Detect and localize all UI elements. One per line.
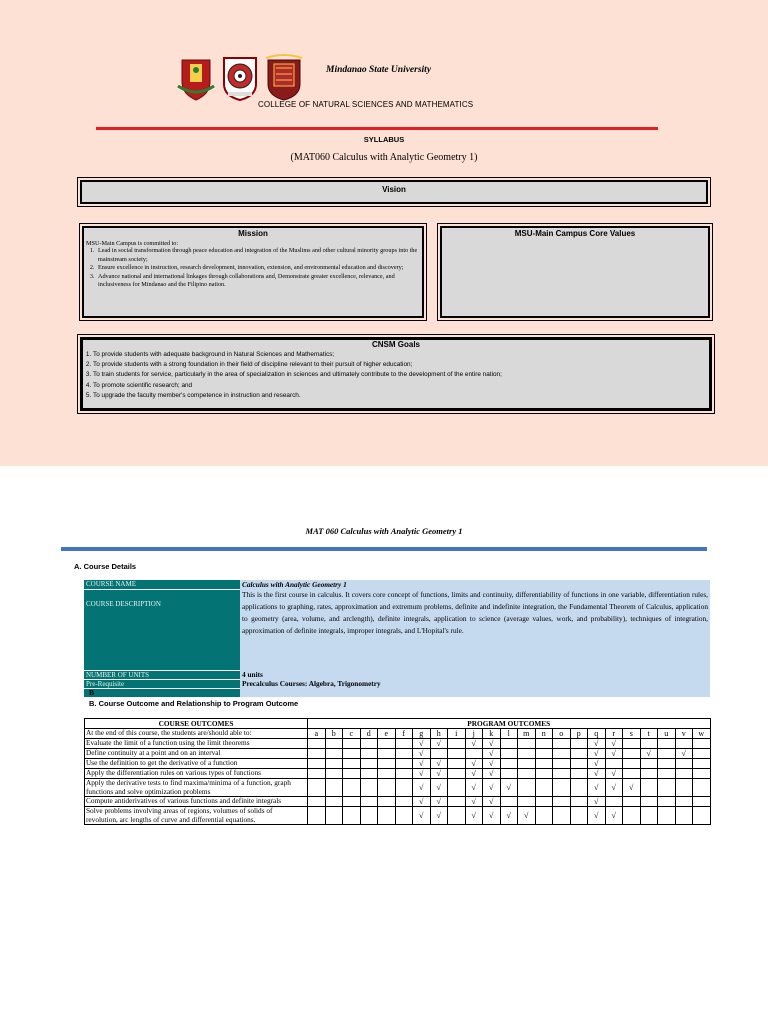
check-mark: √ — [483, 807, 501, 825]
empty-cell — [535, 769, 553, 779]
empty-cell — [395, 797, 413, 807]
empty-cell — [553, 749, 571, 759]
core-values-box — [440, 226, 710, 318]
mission-title: Mission — [238, 229, 268, 238]
empty-cell — [623, 769, 641, 779]
program-outcome-letter: c — [343, 729, 361, 739]
check-mark: √ — [413, 769, 431, 779]
empty-cell — [360, 749, 378, 759]
empty-cell — [343, 769, 361, 779]
empty-cell — [518, 797, 536, 807]
empty-cell — [535, 779, 553, 797]
check-mark: √ — [500, 779, 518, 797]
check-mark: √ — [430, 769, 448, 779]
empty-cell — [658, 749, 676, 759]
outcome-text: Define continuity at a point and on an interval — [85, 749, 308, 759]
empty-cell — [570, 769, 588, 779]
table-row — [84, 679, 710, 688]
mission-item: 2. Ensure excellence in instruction, research development, innovation, extension, and environmental education and discovery; — [96, 264, 422, 273]
goal-item: 2. To provide students with a strong foundation in their field of discipline relevant to their pursuit of higher education; — [93, 360, 709, 370]
check-mark: √ — [465, 739, 483, 749]
table-row — [84, 589, 710, 670]
empty-cell — [465, 749, 483, 759]
program-outcome-letter: l — [500, 729, 518, 739]
program-outcome-letter: n — [535, 729, 553, 739]
check-mark: √ — [413, 807, 431, 825]
course-outcomes-header: COURSE OUTCOMES — [85, 719, 308, 729]
empty-cell — [343, 797, 361, 807]
empty-cell — [518, 769, 536, 779]
syllabus-label: SYLLABUS — [363, 135, 405, 144]
empty-cell — [448, 759, 466, 769]
check-mark: √ — [413, 749, 431, 759]
empty-cell — [570, 759, 588, 769]
empty-cell — [378, 779, 396, 797]
check-mark: √ — [623, 779, 641, 797]
empty-cell — [378, 807, 396, 825]
empty-cell — [693, 779, 711, 797]
detail-value: 4 units — [240, 670, 710, 679]
empty-cell — [500, 739, 518, 749]
empty-cell — [448, 769, 466, 779]
empty-cell — [500, 749, 518, 759]
table-row — [84, 688, 710, 697]
check-mark: √ — [483, 739, 501, 749]
check-mark: √ — [605, 779, 623, 797]
empty-cell — [605, 759, 623, 769]
program-outcome-letter: j — [465, 729, 483, 739]
empty-cell — [395, 749, 413, 759]
empty-cell — [360, 759, 378, 769]
page2-title: MAT 060 Calculus with Analytic Geometry 1 — [305, 526, 463, 536]
empty-cell — [535, 739, 553, 749]
outcome-text: Evaluate the limit of a function using the limit theorems — [85, 739, 308, 749]
empty-cell — [640, 797, 658, 807]
check-mark: √ — [483, 779, 501, 797]
outcomes-header-row — [85, 719, 711, 729]
check-mark: √ — [500, 807, 518, 825]
vision-title: Vision — [382, 185, 406, 194]
check-mark: √ — [605, 739, 623, 749]
outcome-text: Compute antiderivatives of various functions and definite integrals — [85, 797, 308, 807]
empty-cell — [325, 739, 343, 749]
empty-cell — [605, 797, 623, 807]
empty-cell — [500, 769, 518, 779]
outcome-text: Use the definition to get the derivative of a function — [85, 759, 308, 769]
empty-cell — [448, 749, 466, 759]
empty-cell — [535, 807, 553, 825]
empty-cell — [623, 759, 641, 769]
empty-cell — [430, 749, 448, 759]
outcome-row — [85, 729, 711, 739]
section-a-heading: A. Course Details — [74, 562, 137, 571]
empty-cell — [343, 759, 361, 769]
empty-cell — [553, 739, 571, 749]
check-mark: √ — [605, 769, 623, 779]
program-outcome-letter: u — [658, 729, 676, 739]
program-outcome-letter: g — [413, 729, 431, 739]
detail-value: This is the first course in calculus. It covers core concept of functions, limits and continuity, differentiability of functions in one variable, differentiation rules, applications to graphing, rates, approximation and extremum problems, definite and indefinite integration, the Fundamental Theorem of Calculus, application to geometry (area, volume, and arclength), definite integrals, application to science (average values, work, and probability), techniques of integration, approximation of definite integrals, improper integrals, and L'Hopital's rule. — [240, 589, 710, 670]
detail-key-empty — [84, 688, 240, 697]
course-details-table — [84, 580, 710, 698]
check-mark: √ — [675, 749, 693, 759]
check-mark: √ — [465, 779, 483, 797]
mission-box — [82, 226, 424, 318]
empty-cell — [675, 769, 693, 779]
empty-cell — [518, 739, 536, 749]
empty-cell — [448, 739, 466, 749]
empty-cell — [535, 797, 553, 807]
empty-cell — [378, 759, 396, 769]
program-outcome-letter: i — [448, 729, 466, 739]
empty-cell — [448, 797, 466, 807]
cnsm-goals-box — [80, 337, 712, 411]
empty-cell — [553, 807, 571, 825]
check-mark: √ — [483, 769, 501, 779]
empty-cell — [308, 797, 326, 807]
empty-cell — [518, 749, 536, 759]
check-mark: √ — [465, 769, 483, 779]
program-outcomes-header: PROGRAM OUTCOMES — [308, 719, 711, 729]
check-mark: √ — [430, 797, 448, 807]
outcome-text: At the end of this course, the students are/should able to: — [85, 729, 308, 739]
outcome-row — [85, 797, 711, 807]
program-outcome-letter: h — [430, 729, 448, 739]
empty-cell — [570, 807, 588, 825]
program-outcome-letter: d — [360, 729, 378, 739]
empty-cell — [675, 807, 693, 825]
outcome-row — [85, 759, 711, 769]
goal-item: 1. To provide students with adequate background in Natural Sciences and Mathematics; — [93, 350, 709, 360]
check-mark: √ — [518, 807, 536, 825]
table-row — [84, 670, 710, 679]
check-mark: √ — [588, 797, 606, 807]
check-mark: √ — [413, 797, 431, 807]
empty-cell — [308, 739, 326, 749]
goal-item: 5. To upgrade the faculty member's competence in instruction and research. — [93, 391, 709, 401]
table-row — [84, 580, 710, 589]
cnsm-goals-title: CNSM Goals — [371, 340, 420, 349]
empty-cell — [623, 807, 641, 825]
check-mark: √ — [413, 759, 431, 769]
empty-cell — [658, 759, 676, 769]
empty-cell — [325, 769, 343, 779]
program-outcome-letter: w — [693, 729, 711, 739]
check-mark: √ — [588, 759, 606, 769]
outcome-row — [85, 807, 711, 825]
program-outcome-letter: t — [640, 729, 658, 739]
empty-cell — [658, 779, 676, 797]
mission-list — [84, 247, 422, 290]
goal-item: 4. To promote scientific research; and — [93, 381, 709, 391]
empty-cell — [360, 769, 378, 779]
empty-cell — [640, 779, 658, 797]
detail-key: Pre-Requisite — [84, 679, 240, 688]
empty-cell — [343, 779, 361, 797]
red-divider — [96, 127, 658, 130]
empty-cell — [395, 759, 413, 769]
empty-cell — [325, 749, 343, 759]
logo-group — [176, 54, 304, 102]
program-outcome-letter: s — [623, 729, 641, 739]
detail-key: NUMBER OF UNITS — [84, 670, 240, 679]
empty-cell — [308, 749, 326, 759]
empty-cell — [325, 779, 343, 797]
section-b-heading: B. Course Outcome and Relationship to Program Outcome — [89, 699, 299, 708]
empty-cell — [378, 797, 396, 807]
empty-cell — [675, 779, 693, 797]
empty-cell — [658, 769, 676, 779]
empty-cell — [518, 779, 536, 797]
empty-cell — [308, 779, 326, 797]
empty-cell — [325, 807, 343, 825]
program-outcome-letter: k — [483, 729, 501, 739]
empty-cell — [570, 739, 588, 749]
outcome-row — [85, 749, 711, 759]
section-b-marker: B — [89, 688, 95, 697]
mission-intro: MSU-Main Campus is committed to: — [86, 240, 179, 247]
check-mark: √ — [465, 807, 483, 825]
empty-cell — [640, 807, 658, 825]
empty-cell — [378, 769, 396, 779]
program-outcome-letter: r — [605, 729, 623, 739]
empty-cell — [500, 759, 518, 769]
program-outcome-letter: f — [395, 729, 413, 739]
program-outcome-letter: e — [378, 729, 396, 739]
empty-cell — [378, 739, 396, 749]
program-outcome-letter: a — [308, 729, 326, 739]
empty-cell — [535, 749, 553, 759]
empty-cell — [675, 797, 693, 807]
outcome-row — [85, 739, 711, 749]
check-mark: √ — [430, 779, 448, 797]
check-mark: √ — [588, 749, 606, 759]
check-mark: √ — [483, 797, 501, 807]
empty-cell — [395, 807, 413, 825]
check-mark: √ — [640, 749, 658, 759]
check-mark: √ — [465, 759, 483, 769]
empty-cell — [658, 739, 676, 749]
check-mark: √ — [588, 739, 606, 749]
check-mark: √ — [483, 759, 501, 769]
empty-cell — [395, 739, 413, 749]
empty-cell — [360, 797, 378, 807]
empty-cell — [693, 769, 711, 779]
empty-cell — [535, 759, 553, 769]
empty-cell — [640, 769, 658, 779]
check-mark: √ — [588, 769, 606, 779]
empty-cell — [675, 739, 693, 749]
empty-cell — [693, 749, 711, 759]
empty-cell — [518, 759, 536, 769]
check-mark: √ — [430, 759, 448, 769]
check-mark: √ — [605, 807, 623, 825]
empty-cell — [553, 797, 571, 807]
detail-value: Precalculus Courses: Algebra, Trigonometry — [240, 679, 710, 688]
empty-cell — [553, 769, 571, 779]
empty-cell — [693, 797, 711, 807]
empty-cell — [693, 807, 711, 825]
detail-key: COURSE NAME — [84, 580, 240, 589]
outcome-row — [85, 769, 711, 779]
detail-key: COURSE DESCRIPTION — [84, 589, 240, 670]
empty-cell — [693, 739, 711, 749]
detail-value-empty — [240, 688, 710, 697]
empty-cell — [553, 759, 571, 769]
program-outcome-letter: q — [588, 729, 606, 739]
check-mark: √ — [430, 807, 448, 825]
empty-cell — [658, 807, 676, 825]
empty-cell — [570, 797, 588, 807]
program-outcome-letter: p — [570, 729, 588, 739]
empty-cell — [360, 807, 378, 825]
empty-cell — [675, 759, 693, 769]
empty-cell — [360, 739, 378, 749]
outcome-text: Apply the differentiation rules on various types of functions — [85, 769, 308, 779]
course-line: (MAT060 Calculus with Analytic Geometry 1) — [290, 152, 478, 163]
empty-cell — [500, 797, 518, 807]
empty-cell — [623, 749, 641, 759]
blue-divider — [61, 547, 707, 551]
empty-cell — [308, 769, 326, 779]
mission-item: 3. Advance national and international linkages through collaborations and, Demonstrate greater excellence, relevance, and inclusiveness for Mindanao and the Filipino nation. — [96, 273, 422, 290]
check-mark: √ — [588, 779, 606, 797]
check-mark: √ — [413, 779, 431, 797]
check-mark: √ — [605, 749, 623, 759]
check-mark: √ — [430, 739, 448, 749]
empty-cell — [640, 759, 658, 769]
empty-cell — [325, 797, 343, 807]
program-outcome-letter: m — [518, 729, 536, 739]
msu-seal-icon — [176, 54, 216, 102]
check-mark: √ — [588, 807, 606, 825]
empty-cell — [325, 759, 343, 769]
college-name: COLLEGE OF NATURAL SCIENCES AND MATHEMATICS — [258, 100, 474, 109]
check-mark: √ — [483, 749, 501, 759]
outcome-row — [85, 779, 711, 797]
empty-cell — [308, 759, 326, 769]
outcome-text: Apply the derivative tests to find maxima/minima of a function, graph functions and solve optimization problems — [85, 779, 308, 797]
program-outcome-letter: v — [675, 729, 693, 739]
empty-cell — [395, 779, 413, 797]
empty-cell — [623, 739, 641, 749]
mission-item: 1. Lead in social transformation through peace education and integration of the Muslims and other cultural minority groups into the mainstream society; — [96, 247, 422, 264]
empty-cell — [343, 807, 361, 825]
university-name: Mindanao State University — [326, 65, 432, 75]
empty-cell — [693, 759, 711, 769]
check-mark: √ — [413, 739, 431, 749]
cnsm-seal-icon — [220, 54, 260, 102]
syllabus-cover-page — [0, 0, 768, 466]
program-outcome-letter: b — [325, 729, 343, 739]
check-mark: √ — [465, 797, 483, 807]
empty-cell — [448, 807, 466, 825]
campus-seal-icon — [264, 54, 304, 102]
empty-cell — [658, 797, 676, 807]
empty-cell — [570, 779, 588, 797]
empty-cell — [343, 749, 361, 759]
empty-cell — [623, 797, 641, 807]
outcomes-table — [84, 718, 711, 825]
empty-cell — [640, 739, 658, 749]
empty-cell — [308, 807, 326, 825]
detail-value: Calculus with Analytic Geometry 1 — [240, 580, 710, 589]
cnsm-goals-list — [83, 350, 709, 401]
program-outcome-letter: o — [553, 729, 571, 739]
empty-cell — [343, 739, 361, 749]
empty-cell — [570, 749, 588, 759]
empty-cell — [553, 779, 571, 797]
empty-cell — [360, 779, 378, 797]
empty-cell — [448, 779, 466, 797]
goal-item: 3. To train students for service, particularly in the area of specialization in sciences and ultimately contribute to the development of the entire nation; — [93, 370, 709, 380]
empty-cell — [378, 749, 396, 759]
outcome-text: Solve problems involving areas of regions, volumes of solids of revolution, arc lengths of curve and differential equations. — [85, 807, 308, 825]
vision-box — [80, 180, 708, 204]
empty-cell — [395, 769, 413, 779]
core-values-title: MSU-Main Campus Core Values — [514, 229, 636, 238]
